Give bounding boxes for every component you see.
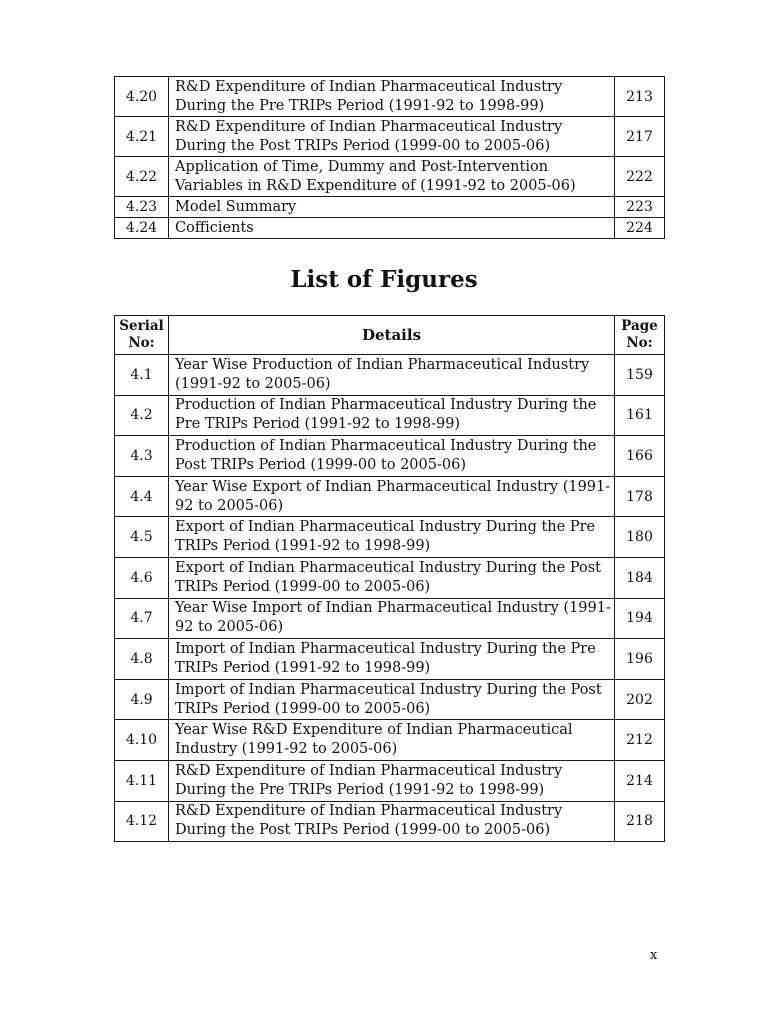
table-row: [115, 395, 665, 436]
details-cell: R&D Expenditure of Indian Pharmaceutical Industry During the Post TRIPs Period (1999-00 to 2005-06): [169, 801, 615, 842]
table-row: [115, 77, 665, 117]
serial-cell: 4.12: [115, 801, 169, 842]
details-cell: Year Wise R&D Expenditure of Indian Pharmaceutical Industry (1991-92 to 2005-06): [169, 720, 615, 761]
page-cell: 166: [615, 436, 665, 477]
page-cell: 178: [615, 476, 665, 517]
details-cell: R&D Expenditure of Indian Pharmaceutical Industry During the Pre TRIPs Period (1991-92 to 1998-99): [169, 77, 615, 117]
table-row: [115, 197, 665, 218]
page-cell: 196: [615, 639, 665, 680]
list-of-figures-heading: List of Figures: [290, 266, 478, 293]
table-row: [115, 436, 665, 477]
page-cell: 159: [615, 355, 665, 396]
details-cell: R&D Expenditure of Indian Pharmaceutical Industry During the Pre TRIPs Period (1991-92 to 1998-99): [169, 760, 615, 801]
serial-cell: 4.20: [115, 77, 169, 117]
table-row: [115, 760, 665, 801]
serial-cell: 4.6: [115, 557, 169, 598]
page-cell: 222: [615, 157, 665, 197]
serial-cell: 4.5: [115, 517, 169, 558]
page-cell: 214: [615, 760, 665, 801]
table-row: [115, 801, 665, 842]
table-row: [115, 117, 665, 157]
page-cell: 213: [615, 77, 665, 117]
table-row: [115, 476, 665, 517]
details-cell: Export of Indian Pharmaceutical Industry During the Pre TRIPs Period (1991-92 to 1998-99): [169, 517, 615, 558]
details-cell: Production of Indian Pharmaceutical Industry During the Post TRIPs Period (1999-00 to 2005-06): [169, 436, 615, 477]
table-row: [115, 679, 665, 720]
serial-cell: 4.3: [115, 436, 169, 477]
page-cell: 180: [615, 517, 665, 558]
serial-cell: 4.21: [115, 117, 169, 157]
list-of-figures-table: [114, 315, 665, 842]
details-cell: Year Wise Production of Indian Pharmaceutical Industry (1991-92 to 2005-06): [169, 355, 615, 396]
serial-cell: 4.9: [115, 679, 169, 720]
serial-cell: 4.23: [115, 197, 169, 218]
header-row: [115, 316, 665, 355]
details-cell: Import of Indian Pharmaceutical Industry During the Pre TRIPs Period (1991-92 to 1998-99): [169, 639, 615, 680]
table-row: [115, 517, 665, 558]
table-row: [115, 639, 665, 680]
details-cell: Application of Time, Dummy and Post-Intervention Variables in R&D Expenditure of (1991-92 to 2005-06): [169, 157, 615, 197]
serial-cell: 4.2: [115, 395, 169, 436]
serial-cell: 4.24: [115, 218, 169, 239]
serial-cell: 4.1: [115, 355, 169, 396]
page-cell: 217: [615, 117, 665, 157]
page-cell: 224: [615, 218, 665, 239]
serial-cell: 4.8: [115, 639, 169, 680]
page-cell: 202: [615, 679, 665, 720]
details-cell: Import of Indian Pharmaceutical Industry During the Post TRIPs Period (1999-00 to 2005-06): [169, 679, 615, 720]
details-cell: Cofficients: [169, 218, 615, 239]
details-cell: Year Wise Export of Indian Pharmaceutical Industry (1991-92 to 2005-06): [169, 476, 615, 517]
details-cell: Production of Indian Pharmaceutical Industry During the Pre TRIPs Period (1991-92 to 1998-99): [169, 395, 615, 436]
details-cell: Model Summary: [169, 197, 615, 218]
details-cell: R&D Expenditure of Indian Pharmaceutical Industry During the Post TRIPs Period (1999-00 to 2005-06): [169, 117, 615, 157]
table-row: [115, 157, 665, 197]
details-header: Details: [169, 316, 615, 355]
page-header: Page No:: [615, 316, 665, 355]
table-row: [115, 720, 665, 761]
serial-cell: 4.11: [115, 760, 169, 801]
serial-cell: 4.4: [115, 476, 169, 517]
serial-header: Serial No:: [115, 316, 169, 355]
details-cell: Year Wise Import of Indian Pharmaceutical Industry (1991-92 to 2005-06): [169, 598, 615, 639]
table-row: [115, 557, 665, 598]
table-row: [115, 355, 665, 396]
table-row: [115, 598, 665, 639]
page-cell: 212: [615, 720, 665, 761]
details-cell: Export of Indian Pharmaceutical Industry During the Post TRIPs Period (1999-00 to 2005-06): [169, 557, 615, 598]
page-cell: 161: [615, 395, 665, 436]
serial-cell: 4.7: [115, 598, 169, 639]
page-cell: 194: [615, 598, 665, 639]
page-number: x: [650, 948, 658, 963]
serial-cell: 4.10: [115, 720, 169, 761]
serial-cell: 4.22: [115, 157, 169, 197]
table-row: [115, 218, 665, 239]
page-cell: 223: [615, 197, 665, 218]
page-cell: 218: [615, 801, 665, 842]
page-cell: 184: [615, 557, 665, 598]
tables-list-continuation: [114, 76, 665, 239]
